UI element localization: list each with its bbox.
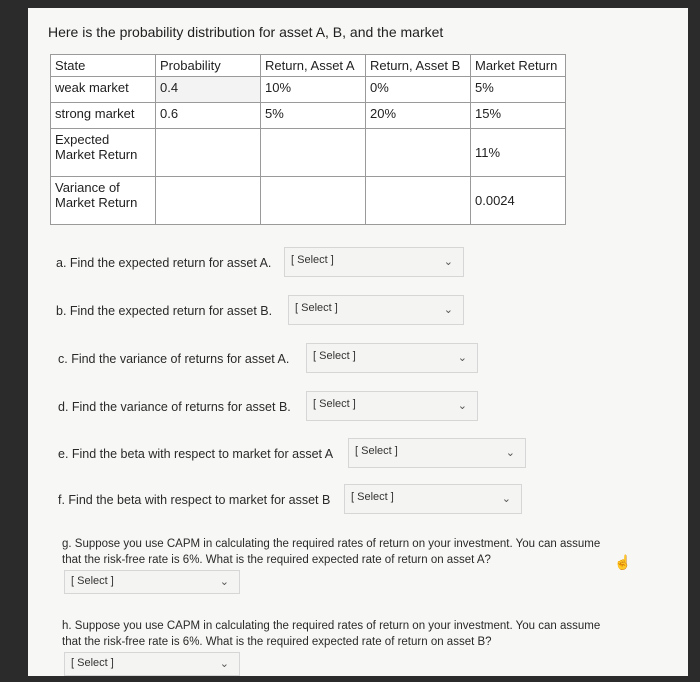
select-label: [ Select ] bbox=[355, 445, 398, 457]
question-f: f. Find the beta with respect to market for asset B bbox=[58, 493, 331, 507]
header-state: State bbox=[51, 55, 156, 77]
cell bbox=[366, 129, 471, 177]
cell bbox=[261, 177, 366, 225]
chevron-down-icon: ⌄ bbox=[457, 352, 467, 364]
select-label: [ Select ] bbox=[295, 302, 338, 314]
chevron-down-icon: ⌄ bbox=[443, 304, 453, 316]
select-label: [ Select ] bbox=[313, 350, 356, 362]
select-answer-f[interactable] bbox=[344, 484, 522, 514]
cell: weak market bbox=[51, 77, 156, 103]
cell: Variance of Market Return bbox=[51, 177, 156, 225]
table-row bbox=[51, 177, 566, 225]
cell bbox=[156, 177, 261, 225]
question-g: g. Suppose you use CAPM in calculating the required rates of return on your investment. You can assume that the risk-free rate is 6%. What is the required expected rate of return on asset A? bbox=[62, 538, 601, 566]
page-title: Here is the probability distribution for asset A, B, and the market bbox=[48, 24, 444, 40]
chevron-down-icon: ⌄ bbox=[219, 658, 229, 670]
select-answer-b[interactable] bbox=[288, 295, 464, 325]
cell: 10% bbox=[261, 77, 366, 103]
cell: Expected Market Return bbox=[51, 129, 156, 177]
cell: 11% bbox=[471, 129, 566, 177]
select-label: [ Select ] bbox=[313, 398, 356, 410]
question-d: d. Find the variance of returns for asset B. bbox=[58, 400, 291, 414]
question-h: h. Suppose you use CAPM in calculating the required rates of return on your investment. You can assume that the risk-free rate is 6%. What is the required expected rate of return on asset B? bbox=[62, 620, 601, 648]
select-answer-c[interactable] bbox=[306, 343, 478, 373]
header-probability: Probability bbox=[156, 55, 261, 77]
select-answer-g[interactable] bbox=[64, 570, 240, 594]
cell: strong market bbox=[51, 103, 156, 129]
cell: 5% bbox=[261, 103, 366, 129]
table-row bbox=[51, 77, 566, 103]
hand-pointer-icon: ☝ bbox=[614, 554, 632, 570]
cell: 20% bbox=[366, 103, 471, 129]
cell bbox=[156, 129, 261, 177]
distribution-table bbox=[50, 54, 566, 225]
cell: 5% bbox=[471, 77, 566, 103]
question-b: b. Find the expected return for asset B. bbox=[56, 304, 273, 318]
cell: 0% bbox=[366, 77, 471, 103]
header-market-return: Market Return bbox=[471, 55, 566, 77]
chevron-down-icon: ⌄ bbox=[501, 493, 511, 505]
select-label: [ Select ] bbox=[351, 491, 394, 503]
table-header-row bbox=[51, 55, 566, 77]
chevron-down-icon: ⌄ bbox=[457, 400, 467, 412]
select-answer-e[interactable] bbox=[348, 438, 526, 468]
cell: 0.0024 bbox=[471, 177, 566, 225]
cell bbox=[261, 129, 366, 177]
table-row bbox=[51, 103, 566, 129]
header-return-a: Return, Asset A bbox=[261, 55, 366, 77]
select-answer-d[interactable] bbox=[306, 391, 478, 421]
select-answer-a[interactable] bbox=[284, 247, 464, 277]
chevron-down-icon: ⌄ bbox=[443, 256, 453, 268]
chevron-down-icon: ⌄ bbox=[505, 447, 515, 459]
select-answer-h[interactable] bbox=[64, 652, 240, 676]
cell bbox=[366, 177, 471, 225]
question-e: e. Find the beta with respect to market for asset A bbox=[58, 447, 334, 461]
select-label: [ Select ] bbox=[291, 254, 334, 266]
table-row bbox=[51, 129, 566, 177]
select-label: [ Select ] bbox=[71, 575, 114, 587]
cell: 0.4 bbox=[156, 77, 261, 103]
quiz-page bbox=[28, 8, 688, 676]
question-a: a. Find the expected return for asset A. bbox=[56, 256, 272, 270]
select-label: [ Select ] bbox=[71, 657, 114, 669]
cell: 15% bbox=[471, 103, 566, 129]
cell: 0.6 bbox=[156, 103, 261, 129]
question-c: c. Find the variance of returns for asset A. bbox=[58, 352, 290, 366]
chevron-down-icon: ⌄ bbox=[219, 576, 229, 588]
header-return-b: Return, Asset B bbox=[366, 55, 471, 77]
